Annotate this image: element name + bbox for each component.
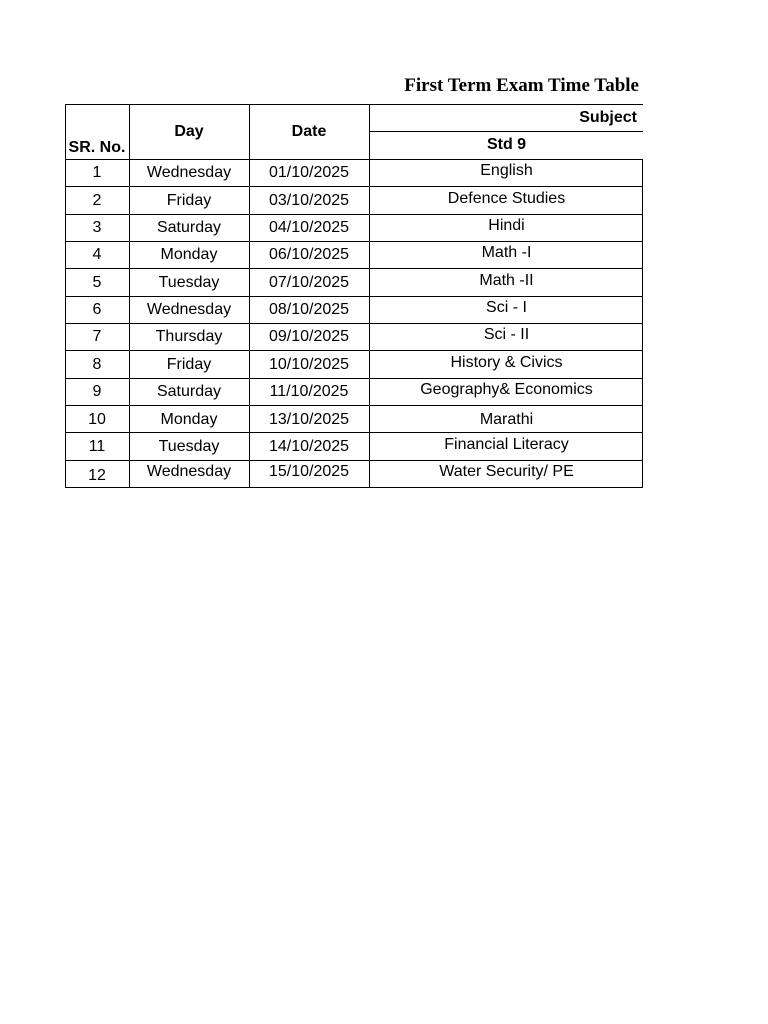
cell-sr: 7 xyxy=(92,327,102,345)
cell-day: Saturday xyxy=(156,218,222,236)
cell-subject: Sci - II xyxy=(483,326,530,343)
cell-subject: Water Security/ PE xyxy=(439,463,574,480)
cell-subject: Geography& Economics xyxy=(420,381,593,398)
cell-day: Monday xyxy=(160,410,218,428)
header-subject: Subject xyxy=(579,108,637,126)
grid-line xyxy=(65,159,643,160)
cell-sr: 6 xyxy=(92,300,102,318)
header-std: Std 9 xyxy=(486,136,527,153)
grid-line xyxy=(65,487,643,488)
cell-day: Wednesday xyxy=(146,300,232,318)
cell-subject: History & Civics xyxy=(450,354,563,371)
grid-line xyxy=(65,296,643,297)
cell-sr: 3 xyxy=(92,218,102,236)
cell-subject: Math -I xyxy=(481,244,532,261)
cell-date: 01/10/2025 xyxy=(268,163,350,181)
grid-line xyxy=(65,323,643,324)
grid-line xyxy=(65,186,643,187)
cell-day: Monday xyxy=(160,245,218,263)
cell-day: Wednesday xyxy=(146,463,232,480)
cell-subject: English xyxy=(480,162,533,179)
cell-sr: 4 xyxy=(92,245,102,263)
cell-day: Tuesday xyxy=(158,273,220,291)
cell-day: Friday xyxy=(166,355,212,373)
grid-line xyxy=(65,268,643,269)
cell-date: 13/10/2025 xyxy=(268,410,350,428)
cell-date: 03/10/2025 xyxy=(268,191,350,209)
grid-line xyxy=(369,131,643,132)
cell-day: Thursday xyxy=(155,327,223,345)
page-title: First Term Exam Time Table xyxy=(404,75,639,96)
cell-subject: Math -II xyxy=(479,272,534,289)
cell-subject: Defence Studies xyxy=(447,190,566,207)
grid-line xyxy=(65,241,643,242)
cell-day: Tuesday xyxy=(158,437,220,455)
grid-line xyxy=(65,405,643,406)
cell-sr: 11 xyxy=(88,437,106,455)
cell-date: 14/10/2025 xyxy=(268,437,350,455)
grid-line xyxy=(65,350,643,351)
cell-day: Friday xyxy=(166,191,212,209)
cell-date: 10/10/2025 xyxy=(268,355,350,373)
cell-subject: Sci - I xyxy=(486,299,527,316)
header-sr-no: SR. No. xyxy=(68,139,126,156)
cell-sr: 1 xyxy=(92,163,102,181)
grid-line xyxy=(65,104,643,105)
cell-sr: 10 xyxy=(88,410,106,428)
cell-sr: 9 xyxy=(92,382,102,400)
cell-date: 04/10/2025 xyxy=(268,218,350,236)
header-day: Day xyxy=(174,122,204,140)
cell-subject: Hindi xyxy=(488,217,525,234)
cell-sr: 5 xyxy=(92,273,102,291)
cell-subject: Financial Literacy xyxy=(444,436,569,453)
cell-sr: 12 xyxy=(88,467,106,484)
cell-date: 11/10/2025 xyxy=(269,382,349,400)
grid-line xyxy=(65,378,643,379)
cell-subject: Marathi xyxy=(479,410,534,428)
grid-line xyxy=(65,214,643,215)
timetable xyxy=(65,104,643,488)
cell-sr: 8 xyxy=(92,355,102,373)
cell-date: 08/10/2025 xyxy=(268,300,350,318)
cell-date: 09/10/2025 xyxy=(268,327,350,345)
cell-date: 07/10/2025 xyxy=(268,273,350,291)
cell-date: 15/10/2025 xyxy=(268,463,350,480)
grid-line xyxy=(65,460,643,461)
cell-sr: 2 xyxy=(92,191,102,209)
grid-line xyxy=(65,432,643,433)
header-date: Date xyxy=(291,122,327,140)
cell-date: 06/10/2025 xyxy=(268,245,350,263)
cell-day: Saturday xyxy=(156,382,222,400)
cell-day: Wednesday xyxy=(146,163,232,181)
